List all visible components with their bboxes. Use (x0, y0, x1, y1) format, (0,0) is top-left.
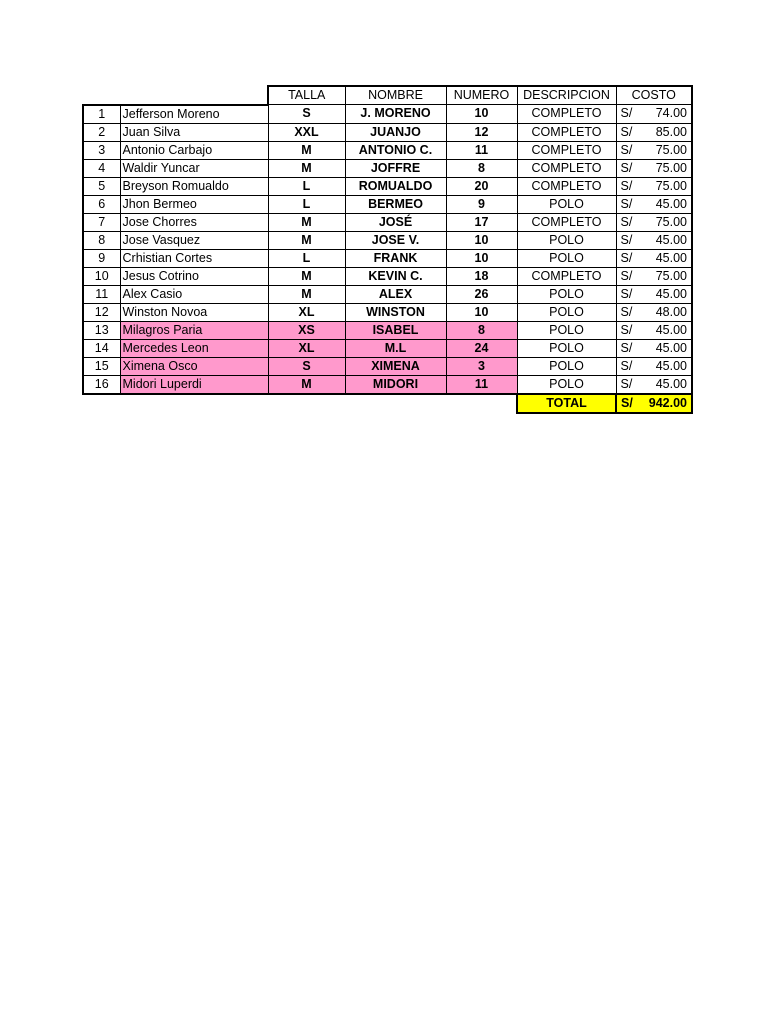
costo-value (621, 124, 688, 141)
numero-cell[interactable]: 8 (446, 321, 517, 339)
nombre-cell[interactable]: ROMUALDO (345, 177, 446, 195)
currency-symbol: S/ (620, 376, 633, 391)
row-index-cell[interactable]: 2 (83, 123, 120, 141)
costo-cell[interactable] (616, 159, 692, 177)
player-name-cell[interactable]: Mercedes Leon (120, 339, 268, 357)
costo-value (621, 340, 688, 357)
row-index-cell[interactable]: 13 (83, 321, 120, 339)
table-row (83, 303, 692, 321)
table-row (83, 195, 692, 213)
costo-cell[interactable] (616, 303, 692, 321)
row-index-cell[interactable]: 7 (83, 213, 120, 231)
currency-symbol: S/ (620, 124, 633, 139)
numero-cell[interactable]: 9 (446, 195, 517, 213)
player-name-cell[interactable]: Antonio Carbajo (120, 141, 268, 159)
currency-symbol: S/ (621, 395, 633, 410)
costo-cell[interactable] (616, 105, 692, 124)
total-label-cell[interactable]: TOTAL (517, 394, 616, 413)
nombre-cell[interactable]: WINSTON (345, 303, 446, 321)
table-row (83, 177, 692, 195)
currency-symbol: S/ (620, 268, 633, 283)
costo-cell[interactable] (616, 177, 692, 195)
table-row (83, 357, 692, 375)
row-index-cell[interactable]: 12 (83, 303, 120, 321)
costo-value (621, 232, 688, 249)
header-nombre[interactable]: NOMBRE (345, 86, 446, 105)
costo-cell[interactable] (616, 285, 692, 303)
nombre-cell[interactable]: JUANJO (345, 123, 446, 141)
costo-value (621, 286, 688, 303)
talla-cell[interactable]: L (268, 195, 345, 213)
row-index-cell[interactable]: 1 (83, 105, 120, 124)
costo-cell[interactable] (616, 123, 692, 141)
table-row (83, 213, 692, 231)
amount: 45.00 (655, 358, 687, 373)
costo-cell[interactable] (616, 213, 692, 231)
descripcion-cell[interactable]: POLO (517, 375, 616, 394)
talla-cell[interactable]: XXL (268, 123, 345, 141)
amount: 74.00 (655, 106, 687, 121)
numero-cell[interactable]: 10 (446, 231, 517, 249)
row-index-cell[interactable]: 5 (83, 177, 120, 195)
amount: 45.00 (655, 340, 687, 355)
row-index-cell[interactable]: 10 (83, 267, 120, 285)
roster-table (82, 85, 693, 414)
costo-cell[interactable] (616, 267, 692, 285)
descripcion-cell[interactable]: POLO (517, 303, 616, 321)
nombre-cell[interactable]: JOSE V. (345, 231, 446, 249)
player-name-cell[interactable]: Jhon Bermeo (120, 195, 268, 213)
table-row (83, 375, 692, 394)
row-index-cell[interactable]: 3 (83, 141, 120, 159)
row-index-cell[interactable]: 16 (83, 375, 120, 394)
player-name-cell[interactable]: Winston Novoa (120, 303, 268, 321)
player-name-cell[interactable]: Crhistian Cortes (120, 249, 268, 267)
costo-value (621, 105, 688, 122)
descripcion-cell[interactable]: COMPLETO (517, 213, 616, 231)
nombre-cell[interactable]: ISABEL (345, 321, 446, 339)
currency-symbol: S/ (620, 286, 633, 301)
player-name-cell[interactable]: Jose Chorres (120, 213, 268, 231)
costo-value (621, 250, 688, 267)
table-row (83, 249, 692, 267)
descripcion-cell[interactable]: COMPLETO (517, 267, 616, 285)
blank-cell (345, 394, 446, 413)
blank-cell (83, 394, 120, 413)
numero-cell[interactable]: 26 (446, 285, 517, 303)
numero-cell[interactable]: 20 (446, 177, 517, 195)
costo-value (621, 268, 688, 285)
table-row (83, 321, 692, 339)
talla-cell[interactable]: M (268, 159, 345, 177)
amount: 45.00 (655, 322, 687, 337)
row-index-cell[interactable]: 14 (83, 339, 120, 357)
currency-symbol: S/ (620, 340, 633, 355)
nombre-cell[interactable]: FRANK (345, 249, 446, 267)
numero-cell[interactable]: 18 (446, 267, 517, 285)
costo-cell[interactable] (616, 249, 692, 267)
costo-cell[interactable] (616, 321, 692, 339)
currency-symbol: S/ (620, 358, 633, 373)
descripcion-cell[interactable]: POLO (517, 231, 616, 249)
row-index-cell[interactable]: 4 (83, 159, 120, 177)
currency-symbol: S/ (620, 322, 633, 337)
player-name-cell[interactable]: Breyson Romualdo (120, 177, 268, 195)
amount: 45.00 (655, 196, 687, 211)
row-index-cell[interactable]: 15 (83, 357, 120, 375)
table-row (83, 285, 692, 303)
costo-value (621, 142, 688, 159)
header-numero[interactable]: NUMERO (446, 86, 517, 105)
player-name-cell[interactable]: Jefferson Moreno (120, 105, 268, 124)
row-index-cell[interactable]: 8 (83, 231, 120, 249)
nombre-cell[interactable]: ANTONIO C. (345, 141, 446, 159)
blank-cell (120, 394, 268, 413)
nombre-cell[interactable]: ALEX (345, 285, 446, 303)
player-name-cell[interactable]: Midori Luperdi (120, 375, 268, 394)
blank-cell (120, 86, 268, 105)
descripcion-cell[interactable]: COMPLETO (517, 177, 616, 195)
costo-value (621, 196, 688, 213)
talla-cell[interactable]: M (268, 141, 345, 159)
table-row (83, 231, 692, 249)
amount: 45.00 (655, 376, 687, 391)
descripcion-cell[interactable]: POLO (517, 321, 616, 339)
costo-cell[interactable] (616, 141, 692, 159)
player-name-cell[interactable]: Waldir Yuncar (120, 159, 268, 177)
descripcion-cell[interactable]: COMPLETO (517, 105, 616, 124)
numero-cell[interactable]: 10 (446, 303, 517, 321)
currency-symbol: S/ (620, 106, 633, 121)
costo-value (621, 160, 688, 177)
talla-cell[interactable]: XS (268, 321, 345, 339)
currency-symbol: S/ (620, 160, 633, 175)
nombre-cell[interactable]: M.L (345, 339, 446, 357)
row-index-cell[interactable]: 9 (83, 249, 120, 267)
numero-cell[interactable]: 10 (446, 249, 517, 267)
amount: 45.00 (655, 250, 687, 265)
player-name-cell[interactable]: Jose Vasquez (120, 231, 268, 249)
descripcion-cell[interactable]: POLO (517, 249, 616, 267)
player-name-cell[interactable]: Milagros Paria (120, 321, 268, 339)
numero-cell[interactable]: 8 (446, 159, 517, 177)
blank-cell (83, 86, 120, 105)
talla-cell[interactable]: M (268, 375, 345, 394)
blank-cell (268, 394, 345, 413)
costo-cell[interactable] (616, 357, 692, 375)
amount: 75.00 (655, 160, 687, 175)
header-row (83, 86, 692, 105)
amount: 942.00 (648, 395, 687, 410)
currency-symbol: S/ (620, 142, 633, 157)
table-row (83, 141, 692, 159)
descripcion-cell[interactable]: COMPLETO (517, 123, 616, 141)
total-row (83, 394, 692, 413)
numero-cell[interactable]: 12 (446, 123, 517, 141)
player-name-cell[interactable]: Jesus Cotrino (120, 267, 268, 285)
talla-cell[interactable]: M (268, 267, 345, 285)
numero-cell[interactable]: 10 (446, 105, 517, 124)
costo-value (621, 376, 688, 393)
nombre-cell[interactable]: J. MORENO (345, 105, 446, 124)
descripcion-cell[interactable]: COMPLETO (517, 141, 616, 159)
talla-cell[interactable]: M (268, 285, 345, 303)
talla-cell[interactable]: S (268, 105, 345, 124)
spreadsheet (82, 85, 693, 414)
currency-symbol: S/ (620, 304, 633, 319)
nombre-cell[interactable]: BERMEO (345, 195, 446, 213)
currency-symbol: S/ (620, 250, 633, 265)
table-row (83, 105, 692, 124)
talla-cell[interactable]: XL (268, 339, 345, 357)
descripcion-cell[interactable]: POLO (517, 357, 616, 375)
talla-cell[interactable]: M (268, 213, 345, 231)
total-value-cell[interactable] (616, 394, 692, 413)
row-index-cell[interactable]: 6 (83, 195, 120, 213)
currency-symbol: S/ (620, 196, 633, 211)
descripcion-cell[interactable]: POLO (517, 285, 616, 303)
numero-cell[interactable]: 17 (446, 213, 517, 231)
player-name-cell[interactable]: Juan Silva (120, 123, 268, 141)
table-row (83, 339, 692, 357)
amount: 75.00 (655, 142, 687, 157)
talla-cell[interactable]: M (268, 231, 345, 249)
currency-symbol: S/ (620, 214, 633, 229)
talla-cell[interactable]: XL (268, 303, 345, 321)
nombre-cell[interactable]: MIDORI (345, 375, 446, 394)
amount: 85.00 (655, 124, 687, 139)
table-row (83, 267, 692, 285)
blank-cell (446, 394, 517, 413)
amount: 48.00 (655, 304, 687, 319)
amount: 75.00 (655, 178, 687, 193)
costo-cell[interactable] (616, 339, 692, 357)
costo-value (621, 322, 688, 339)
currency-symbol: S/ (620, 178, 633, 193)
header-talla[interactable]: TALLA (268, 86, 345, 105)
header-costo[interactable]: COSTO (616, 86, 692, 105)
costo-value (621, 304, 688, 321)
nombre-cell[interactable]: JOFFRE (345, 159, 446, 177)
table-row (83, 123, 692, 141)
header-descripcion[interactable]: DESCRIPCION (517, 86, 616, 105)
player-name-cell[interactable]: Alex Casio (120, 285, 268, 303)
costo-cell[interactable] (616, 375, 692, 394)
player-name-cell[interactable]: Ximena Osco (120, 357, 268, 375)
total-value (621, 395, 687, 412)
descripcion-cell[interactable]: POLO (517, 195, 616, 213)
numero-cell[interactable]: 11 (446, 375, 517, 394)
numero-cell[interactable]: 24 (446, 339, 517, 357)
table-row (83, 159, 692, 177)
talla-cell[interactable]: L (268, 177, 345, 195)
costo-value (621, 358, 688, 375)
costo-cell[interactable] (616, 195, 692, 213)
costo-value (621, 178, 688, 195)
amount: 45.00 (655, 286, 687, 301)
descripcion-cell[interactable]: COMPLETO (517, 159, 616, 177)
amount: 45.00 (655, 232, 687, 247)
costo-value (621, 214, 688, 231)
amount: 75.00 (655, 268, 687, 283)
talla-cell[interactable]: L (268, 249, 345, 267)
currency-symbol: S/ (620, 232, 633, 247)
nombre-cell[interactable]: JOSÉ (345, 213, 446, 231)
talla-cell[interactable]: S (268, 357, 345, 375)
numero-cell[interactable]: 11 (446, 141, 517, 159)
nombre-cell[interactable]: KEVIN C. (345, 267, 446, 285)
costo-cell[interactable] (616, 231, 692, 249)
descripcion-cell[interactable]: POLO (517, 339, 616, 357)
row-index-cell[interactable]: 11 (83, 285, 120, 303)
nombre-cell[interactable]: XIMENA (345, 357, 446, 375)
numero-cell[interactable]: 3 (446, 357, 517, 375)
amount: 75.00 (655, 214, 687, 229)
